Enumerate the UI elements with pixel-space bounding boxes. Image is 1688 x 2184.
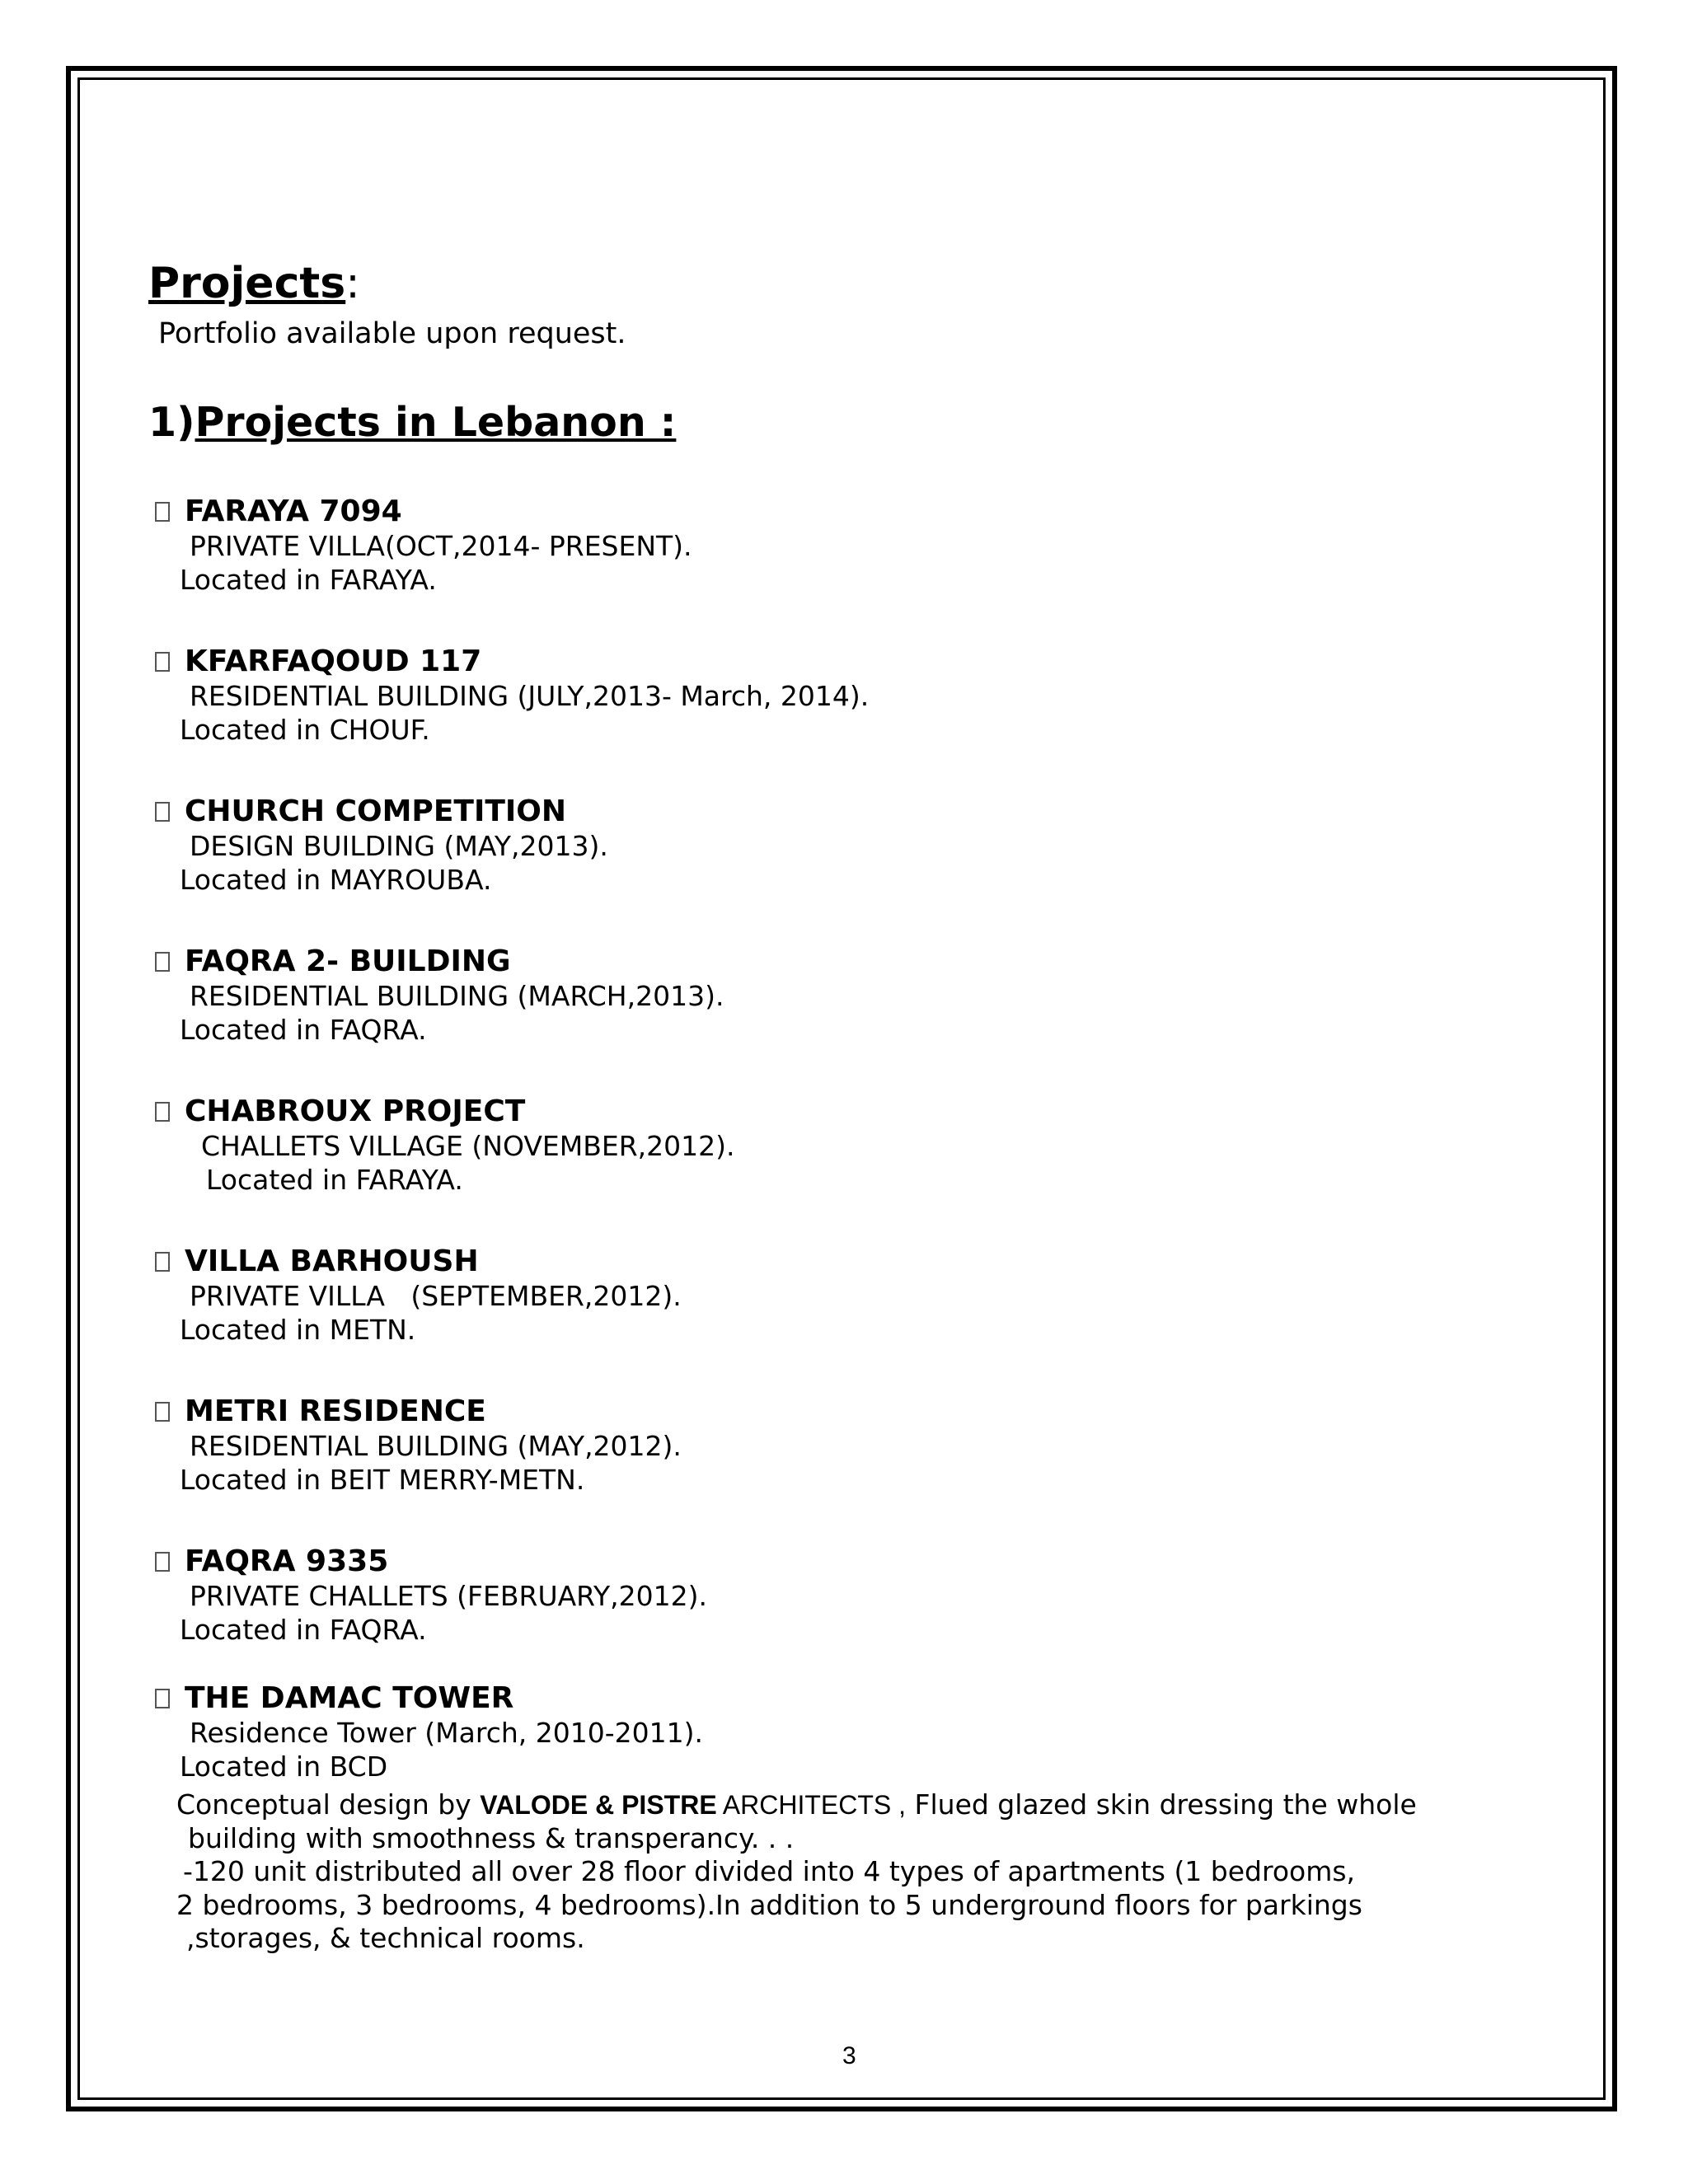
project-location: Located in BCD xyxy=(180,1750,388,1783)
bullet-icon xyxy=(155,1252,170,1272)
project-item xyxy=(148,794,1550,897)
description-line xyxy=(176,1788,1417,1822)
project-location: Located in METN. xyxy=(180,1314,416,1346)
bullet-icon xyxy=(155,1102,170,1122)
project-title: FAQRA 2- BUILDING xyxy=(185,944,511,978)
project-item xyxy=(148,1681,1550,1783)
bullet-icon xyxy=(155,802,170,822)
description-prefix: Conceptual design by xyxy=(176,1788,481,1821)
project-title: VILLA BARHOUSH xyxy=(185,1244,479,1278)
architects-suffix: ARCHITECTS , xyxy=(716,1790,907,1820)
project-location: Located in FARAYA. xyxy=(206,1164,463,1196)
project-type: CHALLETS VILLAGE (NOVEMBER,2012). xyxy=(201,1130,735,1162)
portfolio-note: Portfolio available upon request. xyxy=(158,317,626,350)
project-location: Located in MAYROUBA. xyxy=(180,864,492,896)
bullet-icon xyxy=(155,1689,170,1708)
project-location: Located in CHOUF. xyxy=(180,714,430,746)
description-line: ,storages, & technical rooms. xyxy=(186,1922,585,1954)
heading-text: Projects xyxy=(148,259,346,308)
project-item xyxy=(148,1244,1550,1347)
description-line: -120 unit distributed all over 28 floor divided into 4 types of apartments (1 bedrooms, xyxy=(183,1855,1356,1887)
project-title: FARAYA 7094 xyxy=(185,494,402,528)
description-line: 2 bedrooms, 3 bedrooms, 4 bedrooms).In addition to 5 underground floors for parkings xyxy=(176,1888,1362,1921)
bullet-icon xyxy=(155,652,170,672)
project-type: RESIDENTIAL BUILDING (MARCH,2013). xyxy=(190,980,724,1012)
project-item xyxy=(148,1394,1550,1497)
project-type: PRIVATE VILLA(OCT,2014- PRESENT). xyxy=(190,530,692,562)
project-title: THE DAMAC TOWER xyxy=(185,1681,514,1715)
project-title: CHURCH COMPETITION xyxy=(185,794,567,828)
project-type: RESIDENTIAL BUILDING (MAY,2012). xyxy=(190,1430,682,1462)
project-item xyxy=(148,1544,1550,1647)
page-heading xyxy=(148,259,360,308)
section-heading xyxy=(148,399,677,446)
page-number: 3 xyxy=(842,2042,856,2069)
project-type: PRIVATE CHALLETS (FEBRUARY,2012). xyxy=(190,1580,707,1612)
section-title: Projects in Lebanon : xyxy=(195,399,677,446)
section-number: 1) xyxy=(148,399,195,446)
project-location: Located in FAQRA. xyxy=(180,1614,427,1646)
project-location: Located in FAQRA. xyxy=(180,1014,427,1046)
project-title: KFARFAQOUD 117 xyxy=(185,644,482,678)
project-type: RESIDENTIAL BUILDING (JULY,2013- March, 2014). xyxy=(190,680,870,712)
architects-name: VALODE & PISTRE xyxy=(480,1790,717,1820)
project-type: PRIVATE VILLA (SEPTEMBER,2012). xyxy=(190,1280,682,1312)
project-location: Located in BEIT MERRY-METN. xyxy=(180,1464,585,1496)
description-line: building with smoothness & transperancy. . . xyxy=(188,1821,795,1854)
project-title: CHABROUX PROJECT xyxy=(185,1094,526,1128)
project-title: METRI RESIDENCE xyxy=(185,1394,486,1428)
damac-description xyxy=(176,1788,1417,1956)
bullet-icon xyxy=(155,1552,170,1572)
bullet-icon xyxy=(155,952,170,972)
project-type: Residence Tower (March, 2010-2011). xyxy=(190,1717,703,1749)
project-location: Located in FARAYA. xyxy=(180,564,437,596)
heading-colon: : xyxy=(345,259,360,308)
project-title: FAQRA 9335 xyxy=(185,1544,389,1578)
bullet-icon xyxy=(155,1402,170,1422)
project-item xyxy=(148,644,1550,747)
description-rest: Flued glazed skin dressing the whole xyxy=(906,1788,1417,1821)
project-item xyxy=(148,944,1550,1047)
project-type: DESIGN BUILDING (MAY,2013). xyxy=(190,830,608,862)
project-item xyxy=(148,1094,1550,1197)
project-item xyxy=(148,494,1550,597)
bullet-icon xyxy=(155,502,170,522)
